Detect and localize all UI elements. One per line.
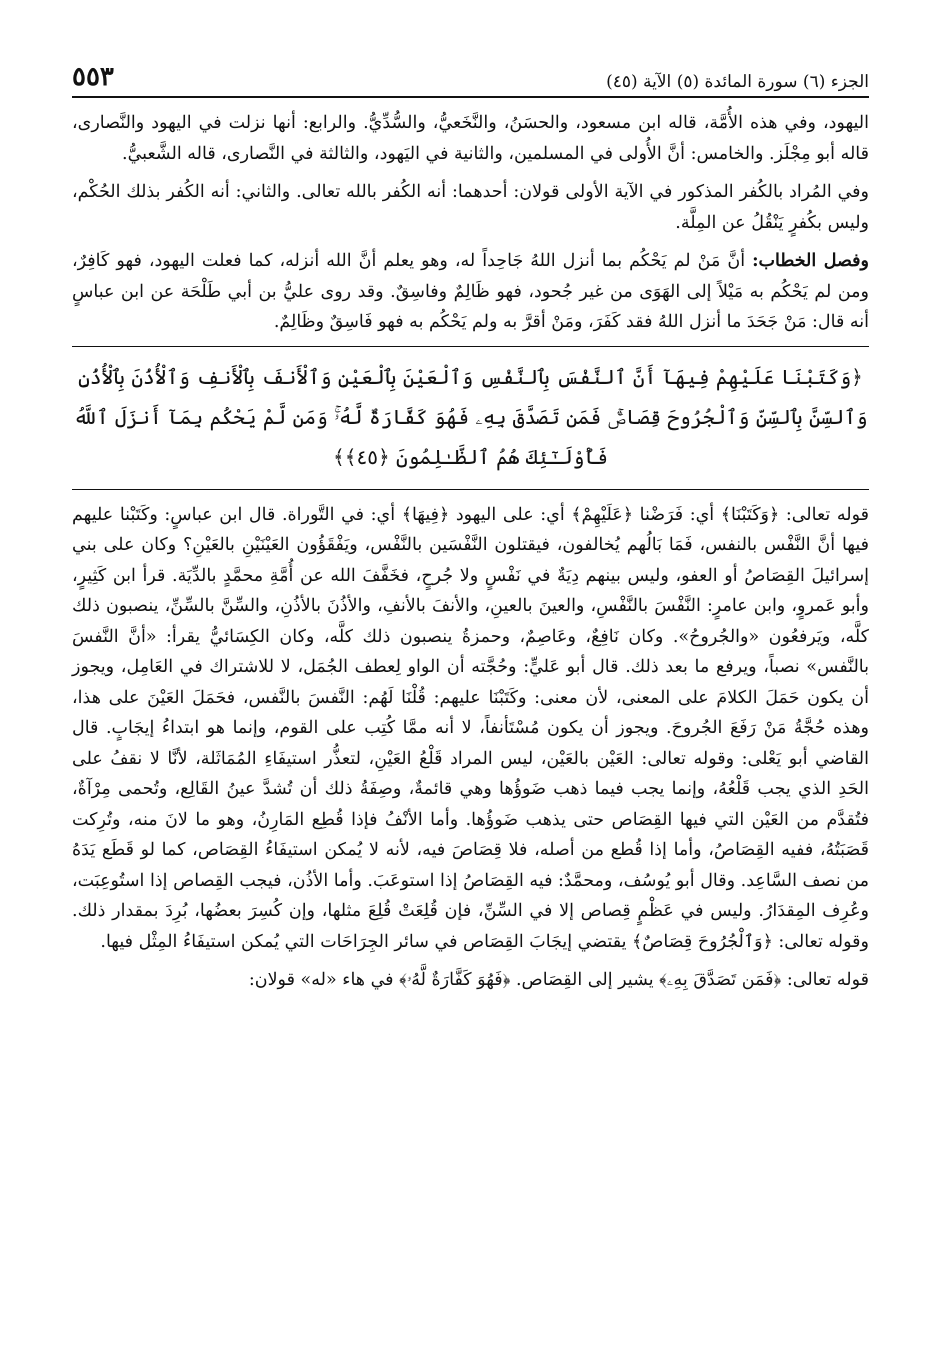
paragraph-interpretations [72, 108, 869, 169]
paragraph-continuation [72, 965, 869, 996]
header-rule [72, 96, 869, 98]
paragraph-text: قوله تعالى: ﴿وَكَتَبْنَا﴾ أي: فَرَضْنا ﴿عَلَيْهِمْ﴾ أي: على اليهود ﴿فِيهَا﴾ أي: في التَّوراة. قال ابن عباسٍ: وكَتَبْنا عليهم فيها أنَّ النَّفْس بالنفس، فَمَا بَالُهم يُخالفون، فيقتلون النَّفْسَين بالنَّفْس، ويَفْقَؤُون العَيْنَيْنِ بالعَيْنِ؟ وكان على بني إسرائيلَ القِصَاصُ أو العفو، وليس بينهم دِيَةٌ في نَفْسٍ ولا جُرحٍ، فخَفَّفَ الله عن أُمَّةِ محمَّدٍ بالدِّيَة. قرأ ابن كَثِيرٍ، وأبو عَمروٍ، وابن عامرٍ: النَّفْسَ بالنَّفْسِ، والعينَ بالعينِ، والأنفَ بالأنفِ، والأذُنَ بالأذُنِ، والسِّنَّ بالسِّنِّ، ينصبون ذلك كلَّه، ويَرفعُون «والجُروحُ». وكان نَافِعٌ، وعَاصِمٌ، وحمزةُ ينصبون ذلك كلَّه، وكان الكِسَائيُّ يقرأ: «أنَّ النَّفسَ بالنَّفس» نصباً، ويرفع ما بعد ذلك. قال أبو عَليٍّ: وحُجَّته أن الواو لِعطف الجُمَل، لا للاشتراك في العَامِل، ويجوز أن يكون حَمَلَ الكلامَ على المعنى، لأن معنى: وكَتَبْنَا عليهم: قُلْنَا لَهُم: النَّفسَ بالنَّفس، فحَمَلَ العَيْنَ على هذا، وهذه حُجَّةُ مَنْ رَفَعَ الجُروحَ. ويجوز أن يكون مُسْتَأنفاً، لا أنه ممَّا كُتِب على القوم، وإنما هو ابتداءُ إيجَابٍ. قال القاضي أبو يَعْلى: وقوله تعالى: العَيْن بالعَيْن، ليس المراد قَلْعُ العَيْنِ، لتعذُّر استيفَاءِ المُمَاثَلة، لأنَّا لا نقفُ على الحَدِ الذي يجب قَلْعُهُ، وإنما يجب فيما ذهب ضَوؤُها وهي قائمةٌ، وصِفَةُ ذلك أن تُشدَّ عينُ القَالِع، وتُحمى مِرْآةٌ، فتُقدَّم من العَيْن التي فيها القِصَاص حتى يذهب ضَوؤُها. وأما الأنْفُ فإذا قُطِع المَارِنُ، وهو ما لانَ منه، وتُرِكت قَصَبَتُهُ، ففيه القِصَاصُ، وأما إذا قُطع من أصله، فلا قِصَاصَ فيه، لأنه لا يُمكن استيفَاءُ القِصَاص، كما لو قَطَع يَدَهُ من نصف السَّاعِد. وقال أبو يُوسُف، ومحمَّدٌ: فيه القِصَاصُ إذا استوعَبَ. وأما الأذُن، فيجب القِصاص إذا استُوعِبَت، وعُرِف المِقدَارُ. وليس في عَظْمٍ قِصاص إلا في السِّنِّ، فإن قُلِعَتْ قُلِعَ مثلها، وإن كُسِرَ بعضُها، بُرِدَ بمقدار ذلك. وقوله تعالى: ﴿وَٱلْجُرُوحَ قِصَاصٌ﴾ يقتضي إيجَابَ القِصَاص في سائر الجِرَاحَات التي يُمكن استيفَاءُ المِثْل فيها. [72, 504, 869, 952]
paragraph-text: قوله تعالى: ﴿فَمَن تَصَدَّقَ بِهِۦ﴾ يشير إلى القِصَاص. ﴿فَهُوَ كَفَّارَةٌ لَّهُۥ﴾ في هاء «له» قولان: [248, 970, 869, 990]
page-body [72, 108, 869, 1004]
running-title: الجزء (٦) سورة المائدة (٥) الآية (٤٥) [606, 72, 869, 92]
page-number: ٥٥٣ [72, 62, 114, 92]
quran-verse [72, 346, 869, 490]
paragraph-text: وفي المُراد بالكُفر المذكور في الآية الأولى قولان: أحدهما: أنه الكُفر بالله تعالى. والثاني: أنه الكُفر بذلك الحُكْم، وليس بكُفرٍ يَنْقُلُ عن المِلَّة. [72, 182, 869, 233]
paragraph-text: أنَّ مَنْ لم يَحْكُم بما أنزل اللهُ جَاحِداً له، وهو يعلم أنَّ الله أنزله، كما فعلت اليهود، فهو كَافِرٌ، ومن لم يَحْكُم به مَيْلاً إلى الهَوَى من غير جُحود، فهو ظَالِمٌ وفاسِقٌ. وقد روى عليُّ بن أبي طَلْحَة عن ابن عباسٍ أنه قال: مَنْ جَحَدَ ما أنزل اللهُ فقد كَفَرَ، ومَنْ أقرَّ به ولم يَحْكُم به فهو فَاسِقٌ وظَالِمٌ. [72, 251, 869, 332]
verse-text: ﴿وَكَتَبْنَا عَلَيْهِمْ فِيهَآ أَنَّ ٱلنَّفْسَ بِٱلنَّفْسِ وَٱلْعَيْنَ بِٱلْعَيْنِ وَٱلْأَنفَ بِٱلْأَنفِ وَٱلْأُذُنَ بِٱلْأُذُنِ وَٱلسِّنَّ بِٱلسِّنِّ وَٱلْجُرُوحَ قِصَاصٌۚ فَمَن تَصَدَّقَ بِهِۦ فَهُوَ كَفَّارَةٌ لَّهُۥۚ وَمَن لَّمْ يَحْكُم بِمَآ أَنزَلَ ٱللَّهُ فَأُوْلَـٰٓئِكَ هُمُ ٱلظَّـٰلِمُونَ ﴿٤٥﴾﴾ [73, 364, 868, 469]
paragraph-commentary [72, 500, 869, 958]
paragraph-decisive-statement [72, 246, 869, 338]
paragraph-meaning-of-kufr [72, 177, 869, 238]
page-header [72, 52, 869, 92]
paragraph-lead: وفصل الخطاب: [752, 251, 869, 271]
paragraph-text: اليهود، وفي هذه الأُمَّة، قاله ابن مسعود، والحسَنُ، والنَّخَعيُّ، والسُّدِّيُّ. والرابع: أنها نزلت في اليهود والنَّصارى، قاله أبو مِجْلَز. والخامس: أنَّ الأُولى في المسلمين، والثانية في اليَهود، والثالثة في النَّصارى، قاله الشَّعبيُّ. [72, 113, 869, 164]
